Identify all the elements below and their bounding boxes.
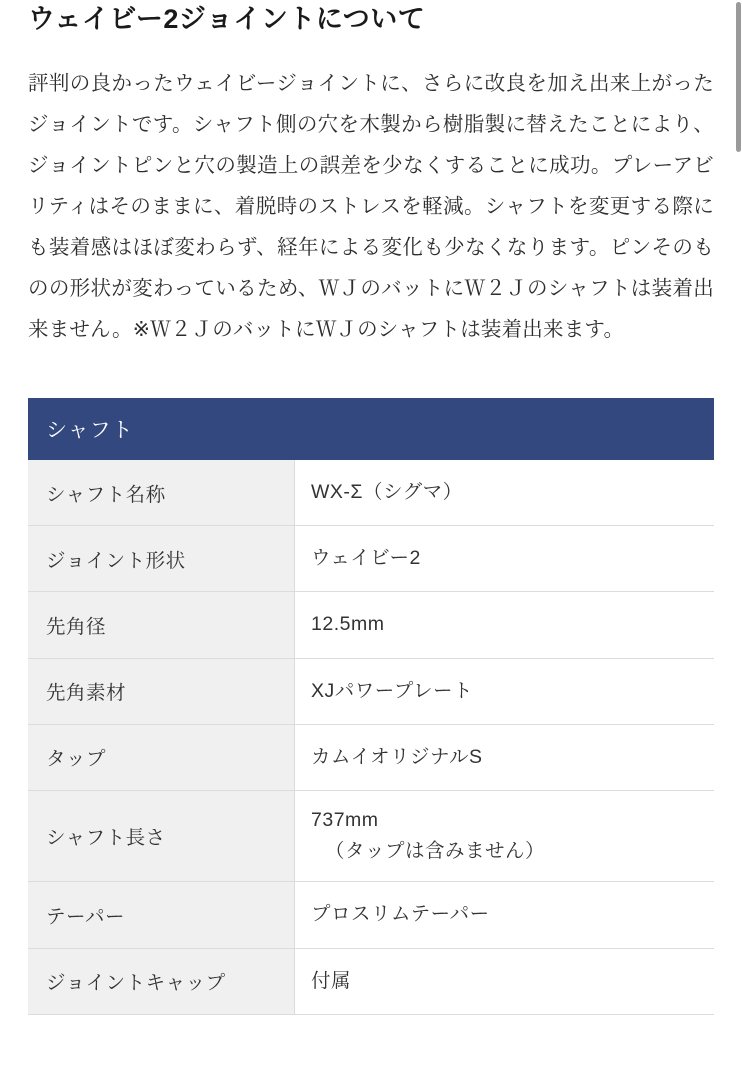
table-row <box>28 658 714 724</box>
spec-table-caption: シャフト <box>28 398 714 460</box>
row-value: カムイオリジナルS <box>295 724 715 790</box>
table-row <box>28 460 714 526</box>
row-value: 12.5mm <box>295 592 715 658</box>
table-row <box>28 882 714 948</box>
row-value: ウェイビー2 <box>295 526 715 592</box>
row-value-main: 737mm <box>311 809 379 832</box>
row-value: 付属 <box>295 948 715 1014</box>
table-row <box>28 592 714 658</box>
row-label: ジョイント形状 <box>28 526 295 592</box>
row-label: 先角素材 <box>28 658 295 724</box>
row-value-note: （タップは含みません） <box>325 840 546 863</box>
article-paragraph: 評判の良かったウェイビージョイントに、さらに改良を加え出来上がったジョイントです。シャフト側の穴を木製から樹脂製に替えたことにより、ジョイントピンと穴の製造上の誤差を少なくすることに成功。プレーアビリティはそのままに、着脱時のストレスを軽減。シャフトを変更する際にも装着感はほぼ変わらず、経年による変化も少なくなります。ピンそのものの形状が変わっているため、ＷＪのバットにＷ２Ｊのシャフトは装着出来ません。※Ｗ２ＪのバットにＷＪのシャフトは装着出来ます。 <box>28 72 714 342</box>
row-value: WX-Σ（シグマ） <box>295 460 715 526</box>
row-value: XJパワープレート <box>295 658 715 724</box>
scrollbar-thumb[interactable] <box>736 2 741 152</box>
shaft-spec-table <box>28 398 714 1015</box>
row-label: 先角径 <box>28 592 295 658</box>
table-row <box>28 791 714 882</box>
page-title: ウェイビー2ジョイントについて <box>28 4 426 34</box>
row-label: ジョイントキャップ <box>28 948 295 1014</box>
spec-table-body <box>28 460 714 1014</box>
table-row <box>28 948 714 1014</box>
row-label: テーパー <box>28 882 295 948</box>
row-value <box>295 791 715 882</box>
row-label: タップ <box>28 724 295 790</box>
page-scrollbar[interactable] <box>735 0 742 1080</box>
row-value: プロスリムテーパー <box>295 882 715 948</box>
row-label: シャフト長さ <box>28 791 295 882</box>
table-row <box>28 724 714 790</box>
row-label: シャフト名称 <box>28 460 295 526</box>
table-row <box>28 526 714 592</box>
spec-table-container <box>28 398 714 1015</box>
